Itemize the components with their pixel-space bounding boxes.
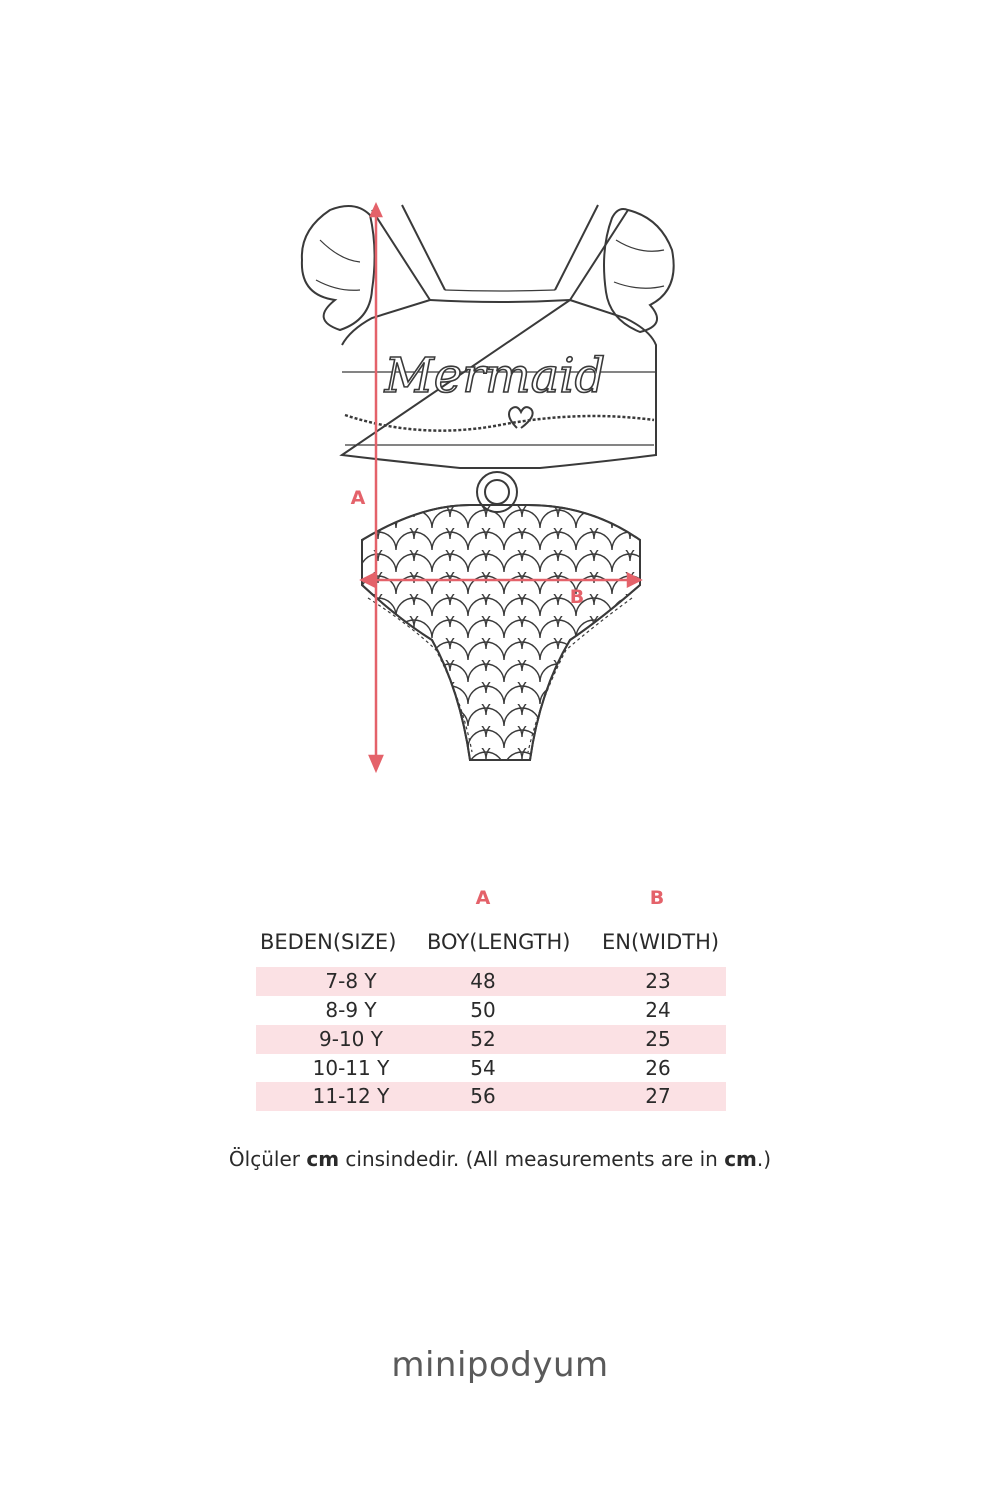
size-cell: 9-10 Y bbox=[319, 1027, 383, 1051]
table-row bbox=[256, 996, 726, 1025]
length-cell: 56 bbox=[470, 1084, 496, 1108]
length-cell: 52 bbox=[470, 1027, 496, 1051]
length-cell: 48 bbox=[470, 969, 496, 993]
table-row bbox=[256, 1054, 726, 1083]
column-length-header: BOY(LENGTH) bbox=[427, 930, 571, 954]
table-row bbox=[256, 1082, 726, 1111]
size-cell: 7-8 Y bbox=[325, 969, 377, 993]
length-cell: 50 bbox=[470, 998, 496, 1022]
width-cell: 25 bbox=[645, 1027, 671, 1051]
column-size-header: BEDEN(SIZE) bbox=[260, 930, 397, 954]
table-row bbox=[256, 967, 726, 996]
brand-logo: minipodyum bbox=[391, 1345, 609, 1385]
heart-icon bbox=[509, 407, 533, 428]
width-cell: 24 bbox=[645, 998, 671, 1022]
size-cell: 11-12 Y bbox=[312, 1084, 390, 1108]
width-cell: 26 bbox=[645, 1056, 671, 1080]
note-text-2: cinsindedir. (All measurements are in bbox=[339, 1147, 725, 1171]
width-cell: 27 bbox=[645, 1084, 671, 1108]
column-width-header: EN(WIDTH) bbox=[602, 930, 720, 954]
measurement-note bbox=[0, 1147, 1000, 1171]
left-ruffle bbox=[302, 206, 375, 330]
note-unit-2: cm bbox=[724, 1147, 757, 1171]
note-text-3: .) bbox=[756, 1147, 772, 1171]
length-cell: 54 bbox=[470, 1056, 496, 1080]
garment-text: Mermaid bbox=[384, 348, 606, 404]
width-cell: 23 bbox=[645, 969, 671, 993]
measure-a-label: A bbox=[350, 487, 366, 509]
header-a-marker: A bbox=[475, 887, 491, 909]
note-unit-1: cm bbox=[306, 1147, 340, 1171]
note-text-1: Ölçüler bbox=[228, 1147, 307, 1171]
size-cell: 8-9 Y bbox=[325, 998, 377, 1022]
header-b-marker: B bbox=[649, 887, 665, 909]
table-row bbox=[256, 1025, 726, 1054]
size-cell: 10-11 Y bbox=[312, 1056, 390, 1080]
measure-b-label: B bbox=[569, 586, 585, 608]
